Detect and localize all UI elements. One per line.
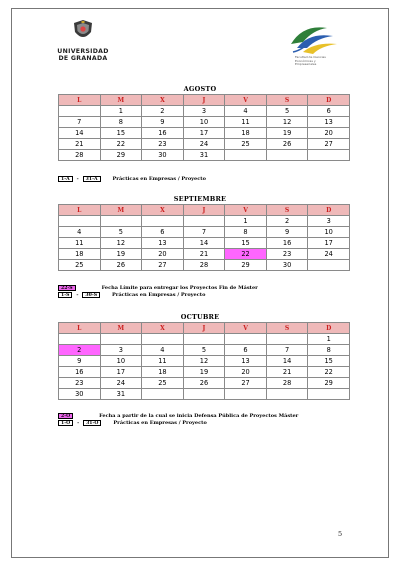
day-cell (266, 150, 308, 161)
weekday-header: S (266, 205, 308, 216)
day-cell: 11 (142, 356, 184, 367)
day-cell: 15 (308, 356, 350, 367)
weekday-header: X (142, 323, 184, 334)
day-cell: 8 (100, 117, 142, 128)
weekday-header: M (100, 205, 142, 216)
week-row (59, 345, 350, 356)
date-box-end: 31-O (83, 420, 101, 426)
day-cell: 15 (100, 128, 142, 139)
week-row (59, 128, 350, 139)
day-cell: 15 (225, 238, 267, 249)
date-box-defense: 2-O (58, 413, 73, 419)
day-cell (100, 216, 142, 227)
day-cell: 14 (59, 128, 101, 139)
date-box-end: 31-A (83, 176, 101, 182)
day-cell: 9 (266, 227, 308, 238)
day-cell (266, 389, 308, 400)
week-row (59, 150, 350, 161)
weekday-header: V (225, 205, 267, 216)
day-cell: 17 (183, 128, 225, 139)
day-cell: 16 (142, 128, 184, 139)
week-row (59, 249, 350, 260)
day-cell: 10 (183, 117, 225, 128)
weekday-header: D (308, 323, 350, 334)
date-box-start: 1-O (58, 420, 73, 426)
calendar-october (58, 322, 350, 400)
day-cell: 21 (59, 139, 101, 150)
weekday-header: J (183, 323, 225, 334)
day-cell: 25 (225, 139, 267, 150)
day-cell: 26 (100, 260, 142, 271)
day-cell: 14 (183, 238, 225, 249)
weekday-header: M (100, 323, 142, 334)
day-cell: 25 (142, 378, 184, 389)
day-cell: 2 (266, 216, 308, 227)
day-cell: 6 (142, 227, 184, 238)
day-cell: 23 (266, 249, 308, 260)
weekday-header: V (225, 95, 267, 106)
university-crest-icon (70, 20, 96, 42)
weekday-header-row (59, 205, 350, 216)
week-row (59, 378, 350, 389)
page-number: 5 (338, 530, 343, 538)
week-row (59, 389, 350, 400)
week-row (59, 238, 350, 249)
weekday-header: J (183, 95, 225, 106)
day-cell: 12 (266, 117, 308, 128)
weekday-header: S (266, 95, 308, 106)
legend-text: Prácticas en Empresas / Proyecto (112, 175, 206, 182)
day-cell: 31 (100, 389, 142, 400)
day-cell: 26 (266, 139, 308, 150)
day-cell: 23 (59, 378, 101, 389)
day-cell: 30 (266, 260, 308, 271)
legend-october: 2-O Fecha a partir de la cual se inicia Defensa Pública de Proyectos Máster 1-O - 31-O Prácticas en Empresas / Proyecto (58, 412, 298, 426)
day-cell: 8 (308, 345, 350, 356)
university-name-line2: DE GRANADA (58, 55, 108, 62)
day-cell (183, 216, 225, 227)
day-cell: 4 (142, 345, 184, 356)
day-cell (225, 389, 267, 400)
legend-text: Prácticas en Empresas / Proyecto (112, 291, 206, 298)
week-row (59, 216, 350, 227)
month-title-august: AGOSTO (183, 85, 217, 93)
week-row (59, 356, 350, 367)
date-box-start: 1-A (58, 176, 73, 182)
date-box-deadline: 22-S (58, 285, 76, 291)
day-cell (225, 150, 267, 161)
day-cell: 6 (308, 106, 350, 117)
day-cell: 23 (142, 139, 184, 150)
day-cell: 27 (142, 260, 184, 271)
day-cell (59, 334, 101, 345)
weekday-header-row (59, 323, 350, 334)
university-name-line1: UNIVERSIDAD (57, 48, 109, 55)
day-cell: 13 (308, 117, 350, 128)
day-cell: 5 (100, 227, 142, 238)
calendar-september (58, 204, 350, 271)
day-cell: 7 (266, 345, 308, 356)
day-cell (100, 334, 142, 345)
weekday-header: J (183, 205, 225, 216)
day-cell: 24 (308, 249, 350, 260)
day-cell: 17 (308, 238, 350, 249)
day-cell: 17 (100, 367, 142, 378)
day-cell: 19 (183, 367, 225, 378)
day-cell: 4 (225, 106, 267, 117)
day-cell: 28 (266, 378, 308, 389)
day-cell: 28 (183, 260, 225, 271)
day-cell: 7 (59, 117, 101, 128)
day-cell (142, 389, 184, 400)
day-cell-deadline: 22 (225, 249, 267, 260)
day-cell (308, 260, 350, 271)
day-cell: 11 (59, 238, 101, 249)
day-cell: 29 (225, 260, 267, 271)
day-cell: 27 (225, 378, 267, 389)
day-cell: 3 (308, 216, 350, 227)
day-cell: 19 (266, 128, 308, 139)
day-cell: 13 (225, 356, 267, 367)
legend-august: 1-A - 31-A Prácticas en Empresas / Proyecto (58, 175, 206, 182)
faculty-logo-caption: Facultad de Ciencias Económicas y Empresariales (295, 55, 326, 67)
day-cell (308, 150, 350, 161)
day-cell: 27 (308, 139, 350, 150)
day-cell: 9 (59, 356, 101, 367)
day-cell: 3 (183, 106, 225, 117)
day-cell: 8 (225, 227, 267, 238)
faculty-logo (283, 22, 341, 72)
week-row (59, 260, 350, 271)
day-cell: 26 (183, 378, 225, 389)
day-cell: 25 (59, 260, 101, 271)
day-cell: 9 (142, 117, 184, 128)
weekday-header: M (100, 95, 142, 106)
day-cell: 18 (225, 128, 267, 139)
week-row (59, 117, 350, 128)
calendar-august (58, 94, 350, 161)
day-cell: 20 (308, 128, 350, 139)
weekday-header: D (308, 95, 350, 106)
day-cell: 1 (225, 216, 267, 227)
weekday-header: X (142, 95, 184, 106)
day-cell (183, 334, 225, 345)
day-cell: 3 (100, 345, 142, 356)
day-cell (142, 334, 184, 345)
day-cell: 21 (183, 249, 225, 260)
day-cell: 18 (142, 367, 184, 378)
day-cell (59, 216, 101, 227)
legend-deadline-text: Fecha Límite para entregar los Proyectos Fin de Máster (101, 284, 258, 291)
day-cell: 24 (100, 378, 142, 389)
day-cell: 13 (142, 238, 184, 249)
date-box-start: 1-S (58, 292, 72, 298)
day-cell: 28 (59, 150, 101, 161)
day-cell: 10 (308, 227, 350, 238)
week-row (59, 139, 350, 150)
weekday-header: V (225, 323, 267, 334)
day-cell-defense-start: 2 (59, 345, 101, 356)
day-cell: 16 (266, 238, 308, 249)
month-title-september: SEPTIEMBRE (173, 195, 227, 203)
day-cell: 22 (100, 139, 142, 150)
day-cell: 30 (59, 389, 101, 400)
date-box-end: 30-S (82, 292, 100, 298)
week-row (59, 106, 350, 117)
weekday-header: L (59, 205, 101, 216)
day-cell: 4 (59, 227, 101, 238)
day-cell (59, 106, 101, 117)
legend-text: Prácticas en Empresas / Proyecto (113, 419, 207, 426)
week-row (59, 227, 350, 238)
day-cell: 12 (100, 238, 142, 249)
day-cell: 24 (183, 139, 225, 150)
day-cell (266, 334, 308, 345)
day-cell: 1 (100, 106, 142, 117)
day-cell (308, 389, 350, 400)
day-cell: 16 (59, 367, 101, 378)
weekday-header: L (59, 95, 101, 106)
day-cell: 2 (142, 106, 184, 117)
day-cell: 7 (183, 227, 225, 238)
day-cell (225, 334, 267, 345)
day-cell: 5 (183, 345, 225, 356)
legend-september: 22-S Fecha Límite para entregar los Proyectos Fin de Máster 1-S - 30-S Prácticas en Empresas / Proyecto (58, 284, 258, 298)
day-cell (183, 389, 225, 400)
month-title-october: OCTUBRE (180, 313, 220, 321)
day-cell: 20 (142, 249, 184, 260)
weekday-header-row (59, 95, 350, 106)
day-cell: 1 (308, 334, 350, 345)
university-logo (55, 20, 111, 62)
weekday-header: L (59, 323, 101, 334)
day-cell: 11 (225, 117, 267, 128)
weekday-header: S (266, 323, 308, 334)
day-cell: 10 (100, 356, 142, 367)
faculty-emblem-icon (283, 22, 341, 58)
weekday-header: X (142, 205, 184, 216)
day-cell: 14 (266, 356, 308, 367)
day-cell: 29 (100, 150, 142, 161)
day-cell: 20 (225, 367, 267, 378)
week-row (59, 367, 350, 378)
day-cell: 5 (266, 106, 308, 117)
weekday-header: D (308, 205, 350, 216)
day-cell: 21 (266, 367, 308, 378)
day-cell: 6 (225, 345, 267, 356)
day-cell: 22 (308, 367, 350, 378)
day-cell: 19 (100, 249, 142, 260)
day-cell: 18 (59, 249, 101, 260)
day-cell: 12 (183, 356, 225, 367)
day-cell: 30 (142, 150, 184, 161)
legend-defense-text: Fecha a partir de la cual se inicia Defensa Pública de Proyectos Máster (99, 412, 299, 419)
week-row (59, 334, 350, 345)
day-cell: 31 (183, 150, 225, 161)
day-cell: 29 (308, 378, 350, 389)
day-cell (142, 216, 184, 227)
